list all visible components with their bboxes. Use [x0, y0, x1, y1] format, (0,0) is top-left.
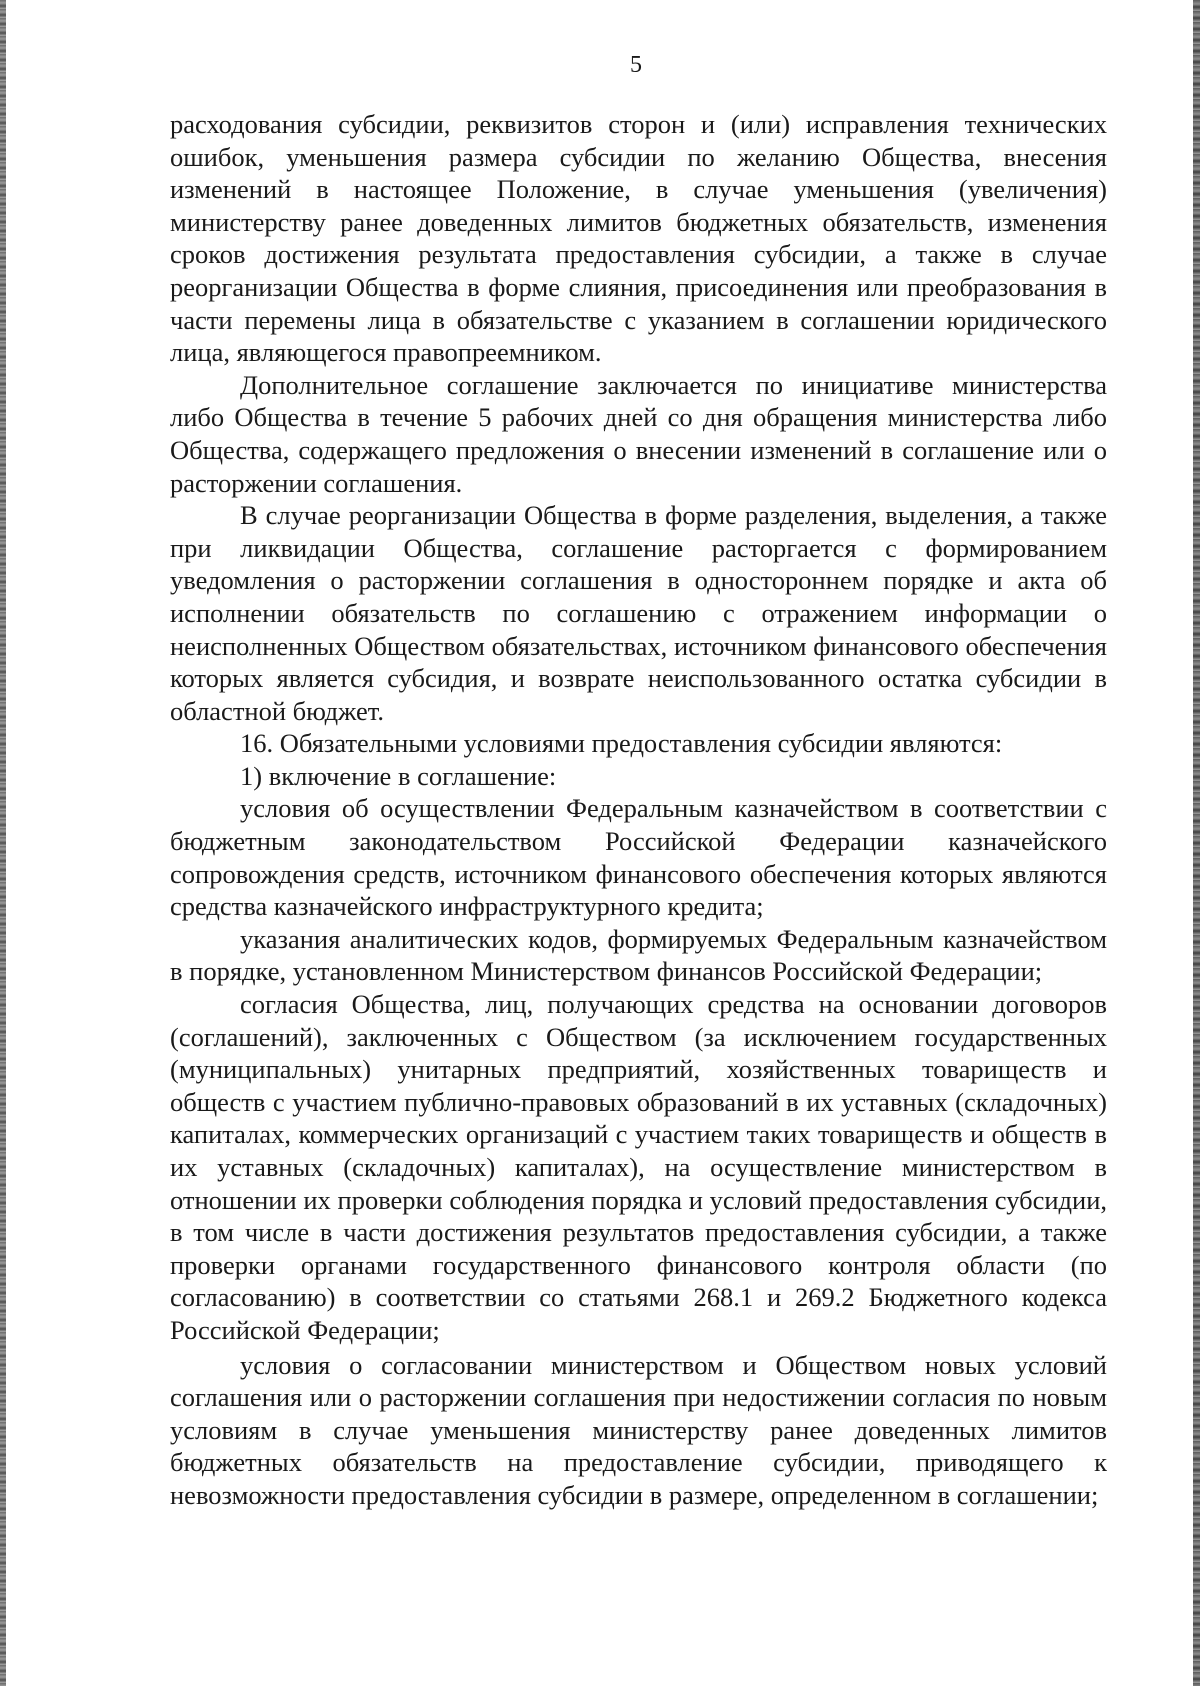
paragraph-treasury-support: условия об осуществлении Федеральным казначейством в соответствии с бюджетным законодательством Российской Федерации казначейского сопровождения средств, источником финансового обеспечения которых являются средства казначейского инфраструктурного кредита; [170, 793, 1107, 922]
paragraph-continuation: расходования субсидии, реквизитов сторон и (или) исправления технических ошибок, уменьшения размера субсидии по желанию Общества, внесения изменений в настоящее Положение, в случае уменьшения (увеличения) министерству ранее доведенных лимитов бюджетных обязательств, изменения сроков достижения результата предоставления субсидии, а также в случае реорганизации Общества в форме слияния, присоединения или преобразования в части перемены лица в обязательстве с указанием в соглашении юридического лица, являющегося правопреемником. [170, 109, 1107, 368]
paragraph-additional-agreement: Дополнительное соглашение заключается по инициативе министерства либо Общества в течение 5 рабочих дней со дня обращения министерства либо Общества, содержащего предложения о внесении изменений в соглашение или о расторжении соглашения. [170, 369, 1107, 498]
scan-edge-right [1193, 0, 1200, 1686]
paragraph-item-16: 16. Обязательными условиями предоставления субсидии являются: [240, 728, 1003, 759]
scan-edge-left [0, 0, 6, 1686]
paragraph-new-conditions: условия о согласовании министерством и Обществом новых условий соглашения или о расторжении соглашения при недостижении согласия по новым условиям в случае уменьшения министерству ранее доведенных лимитов бюджетных обязательств на предоставление субсидии, приводящего к невозможности предоставления субсидии в размере, определенном в соглашении; [170, 1349, 1107, 1510]
paragraph-subitem-1: 1) включение в соглашение: [240, 760, 557, 791]
paragraph-analytic-codes: указания аналитических кодов, формируемых Федеральным казначейством в порядке, установленном Министерством финансов Российской Федерации; [170, 923, 1107, 987]
page-number: 5 [630, 52, 642, 78]
document-body [170, 108, 1107, 1512]
paragraph-reorganization: В случае реорганизации Общества в форме разделения, выделения, а также при ликвидации Общества, соглашение расторгается с формированием уведомления о расторжении соглашения в одностороннем порядке и акта об исполнении обязательств по соглашению с отражением информации о неисполненных Обществом обязательствах, источником финансового обеспечения которых является субсидия, и возврате неиспользованного остатка субсидии в областной бюджет. [170, 500, 1107, 726]
paragraph-consent: согласия Общества, лиц, получающих средства на основании договоров (соглашений), заключенных с Обществом (за исключением государственных (муниципальных) унитарных предприятий, хозяйственных товариществ и обществ с участием публично-правовых образований в их уставных (складочных) капиталах, коммерческих организаций с участием таких товариществ и обществ в их уставных (складочных) капиталах), на осуществление министерством в отношении их проверки соблюдения порядка и условий предоставления субсидии, в том числе в части достижения результатов предоставления субсидии, а также проверки органами государственного финансового контроля области (по согласованию) в соответствии со статьями 268.1 и 269.2 Бюджетного кодекса Российской Федерации; [170, 989, 1107, 1345]
